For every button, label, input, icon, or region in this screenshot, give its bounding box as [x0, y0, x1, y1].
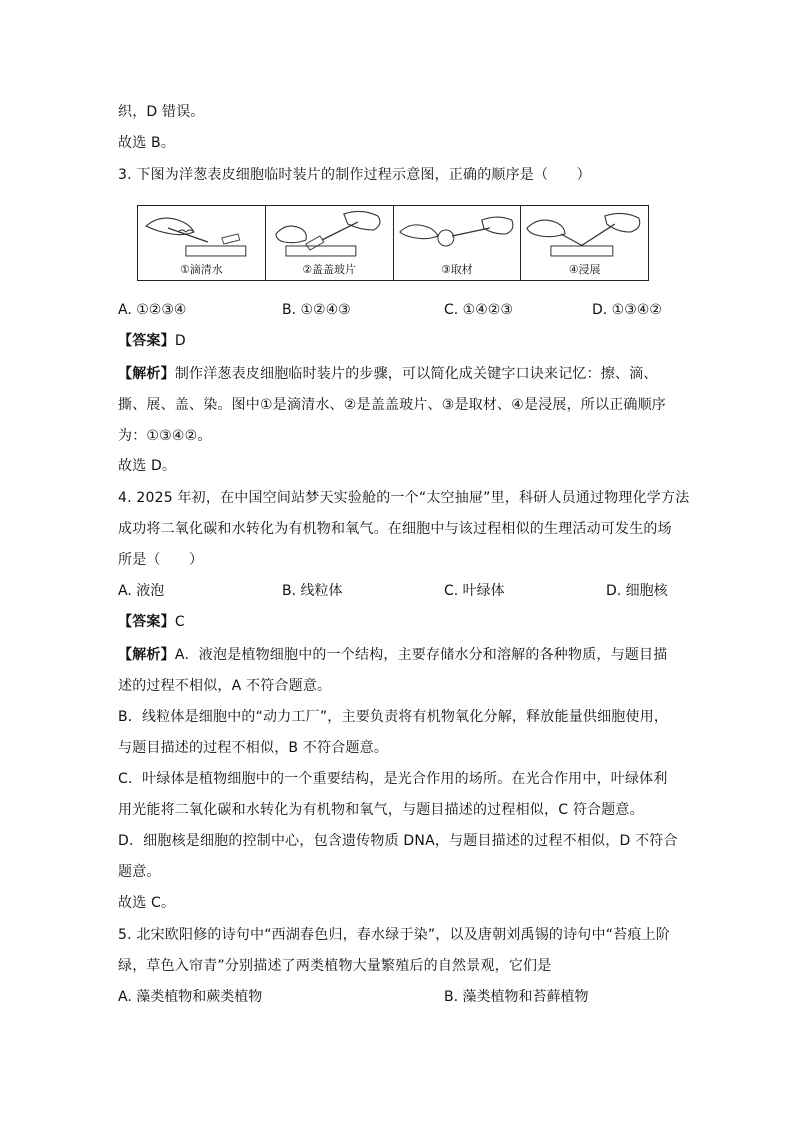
text-line: D．细胞核是细胞的控制中心，包含遗传物质 DNA，与题目描述的过程不相似，D 不符合 — [118, 833, 678, 849]
text-line: B．线粒体是细胞中的“动力工厂”，主要负责将有机物氧化分解，释放能量供细胞使用， — [118, 709, 669, 725]
text-line: 成功将二氧化碳和水转化为有机物和氧气。在细胞中与该过程相似的生理活动可发生的场 — [118, 521, 672, 537]
figure-caption: ②盖盖玻片 — [302, 263, 357, 276]
text-line: 织，D 错误。 — [118, 104, 205, 120]
text-line: C．叶绿体是植物细胞中的一个重要结构，是光合作用的场所。在光合作用中，叶绿体利 — [118, 771, 668, 787]
q4-option-b: B. 线粒体 — [282, 583, 343, 599]
section-marker: 【解析】 — [118, 366, 175, 382]
section-marker: 【答案】 — [118, 614, 175, 630]
text-line: 与题目描述的过程不相似，B 不符合题意。 — [118, 740, 389, 756]
text-line: 用光能将二氧化碳和水转化为有机物和氧气，与题目描述的过程相似，C 符合题意。 — [118, 802, 644, 818]
q3-option-a: A. ①②③④ — [118, 302, 187, 318]
text-line: 撕、展、盖、染。图中①是滴清水、②是盖盖玻片、③是取材、④是浸展，所以正确顺序 — [118, 397, 667, 413]
q5-option-a: A. 藻类植物和蕨类植物 — [118, 989, 263, 1005]
answer-line — [118, 612, 185, 632]
cover-slip-illustration — [266, 206, 393, 268]
text-line: 为：①③④②。 — [118, 428, 212, 444]
text-line: 所是（ ） — [118, 552, 204, 568]
q4-option-c: C. 叶绿体 — [444, 583, 505, 599]
section-text: A．液泡是植物细胞中的一个结构，主要存储水分和溶解的各种物质，与题目描 — [174, 647, 668, 663]
q5-option-b: B. 藻类植物和苔藓植物 — [444, 989, 589, 1005]
question-3-stem: 3. 下图为洋葱表皮细胞临时装片的制作过程示意图，正确的顺序是（ ） — [118, 167, 591, 183]
text-line: 绿，草色入帘青”分别描述了两类植物大量繁殖后的自然景观，它们是 — [118, 958, 552, 974]
taking-material-illustration — [394, 206, 521, 268]
slide-preparation-figure — [137, 205, 649, 281]
figure-panel-1 — [138, 206, 266, 280]
section-text: C — [174, 614, 185, 630]
q4-option-a: A. 液泡 — [118, 583, 165, 599]
question-5-stem: 5. 北宋欧阳修的诗句中“西湖春色归，春水绿于染”，以及唐朝刘禹锡的诗句中“苔痕上阶 — [118, 927, 670, 943]
analysis-line — [118, 645, 667, 665]
answer-line — [118, 331, 186, 351]
section-marker: 【解析】 — [118, 647, 175, 663]
section-text: D — [174, 333, 186, 349]
question-4-stem: 4. 2025 年初，在中国空间站梦天实验舱的一个“太空抽屉”里，科研人员通过物理化学方法 — [118, 490, 690, 506]
figure-caption: ①滴清水 — [179, 263, 223, 276]
section-marker: 【答案】 — [118, 333, 175, 349]
figure-panel-4 — [521, 206, 648, 280]
q4-option-d: D. 细胞核 — [606, 583, 668, 599]
figure-caption: ④浸展 — [568, 263, 601, 276]
q3-option-d: D. ①③④② — [592, 302, 662, 318]
figure-caption: ③取材 — [440, 263, 473, 276]
analysis-line — [118, 364, 658, 384]
text-line: 题意。 — [118, 864, 161, 880]
text-line: 故选 B。 — [118, 135, 176, 151]
section-text: 制作洋葱表皮细胞临时装片的步骤，可以简化成关键字口诀来记忆：擦、滴、 — [174, 366, 658, 382]
figure-panel-3 — [394, 206, 522, 280]
q3-option-b: B. ①②④③ — [282, 302, 351, 318]
text-line: 故选 C。 — [118, 895, 176, 911]
spreading-illustration — [521, 206, 648, 268]
text-line: 故选 D。 — [118, 458, 177, 474]
text-line: 述的过程不相似，A 不符合题意。 — [118, 678, 332, 694]
figure-panel-2 — [266, 206, 394, 280]
dropping-water-illustration — [138, 206, 265, 268]
q3-option-c: C. ①④②③ — [444, 302, 513, 318]
